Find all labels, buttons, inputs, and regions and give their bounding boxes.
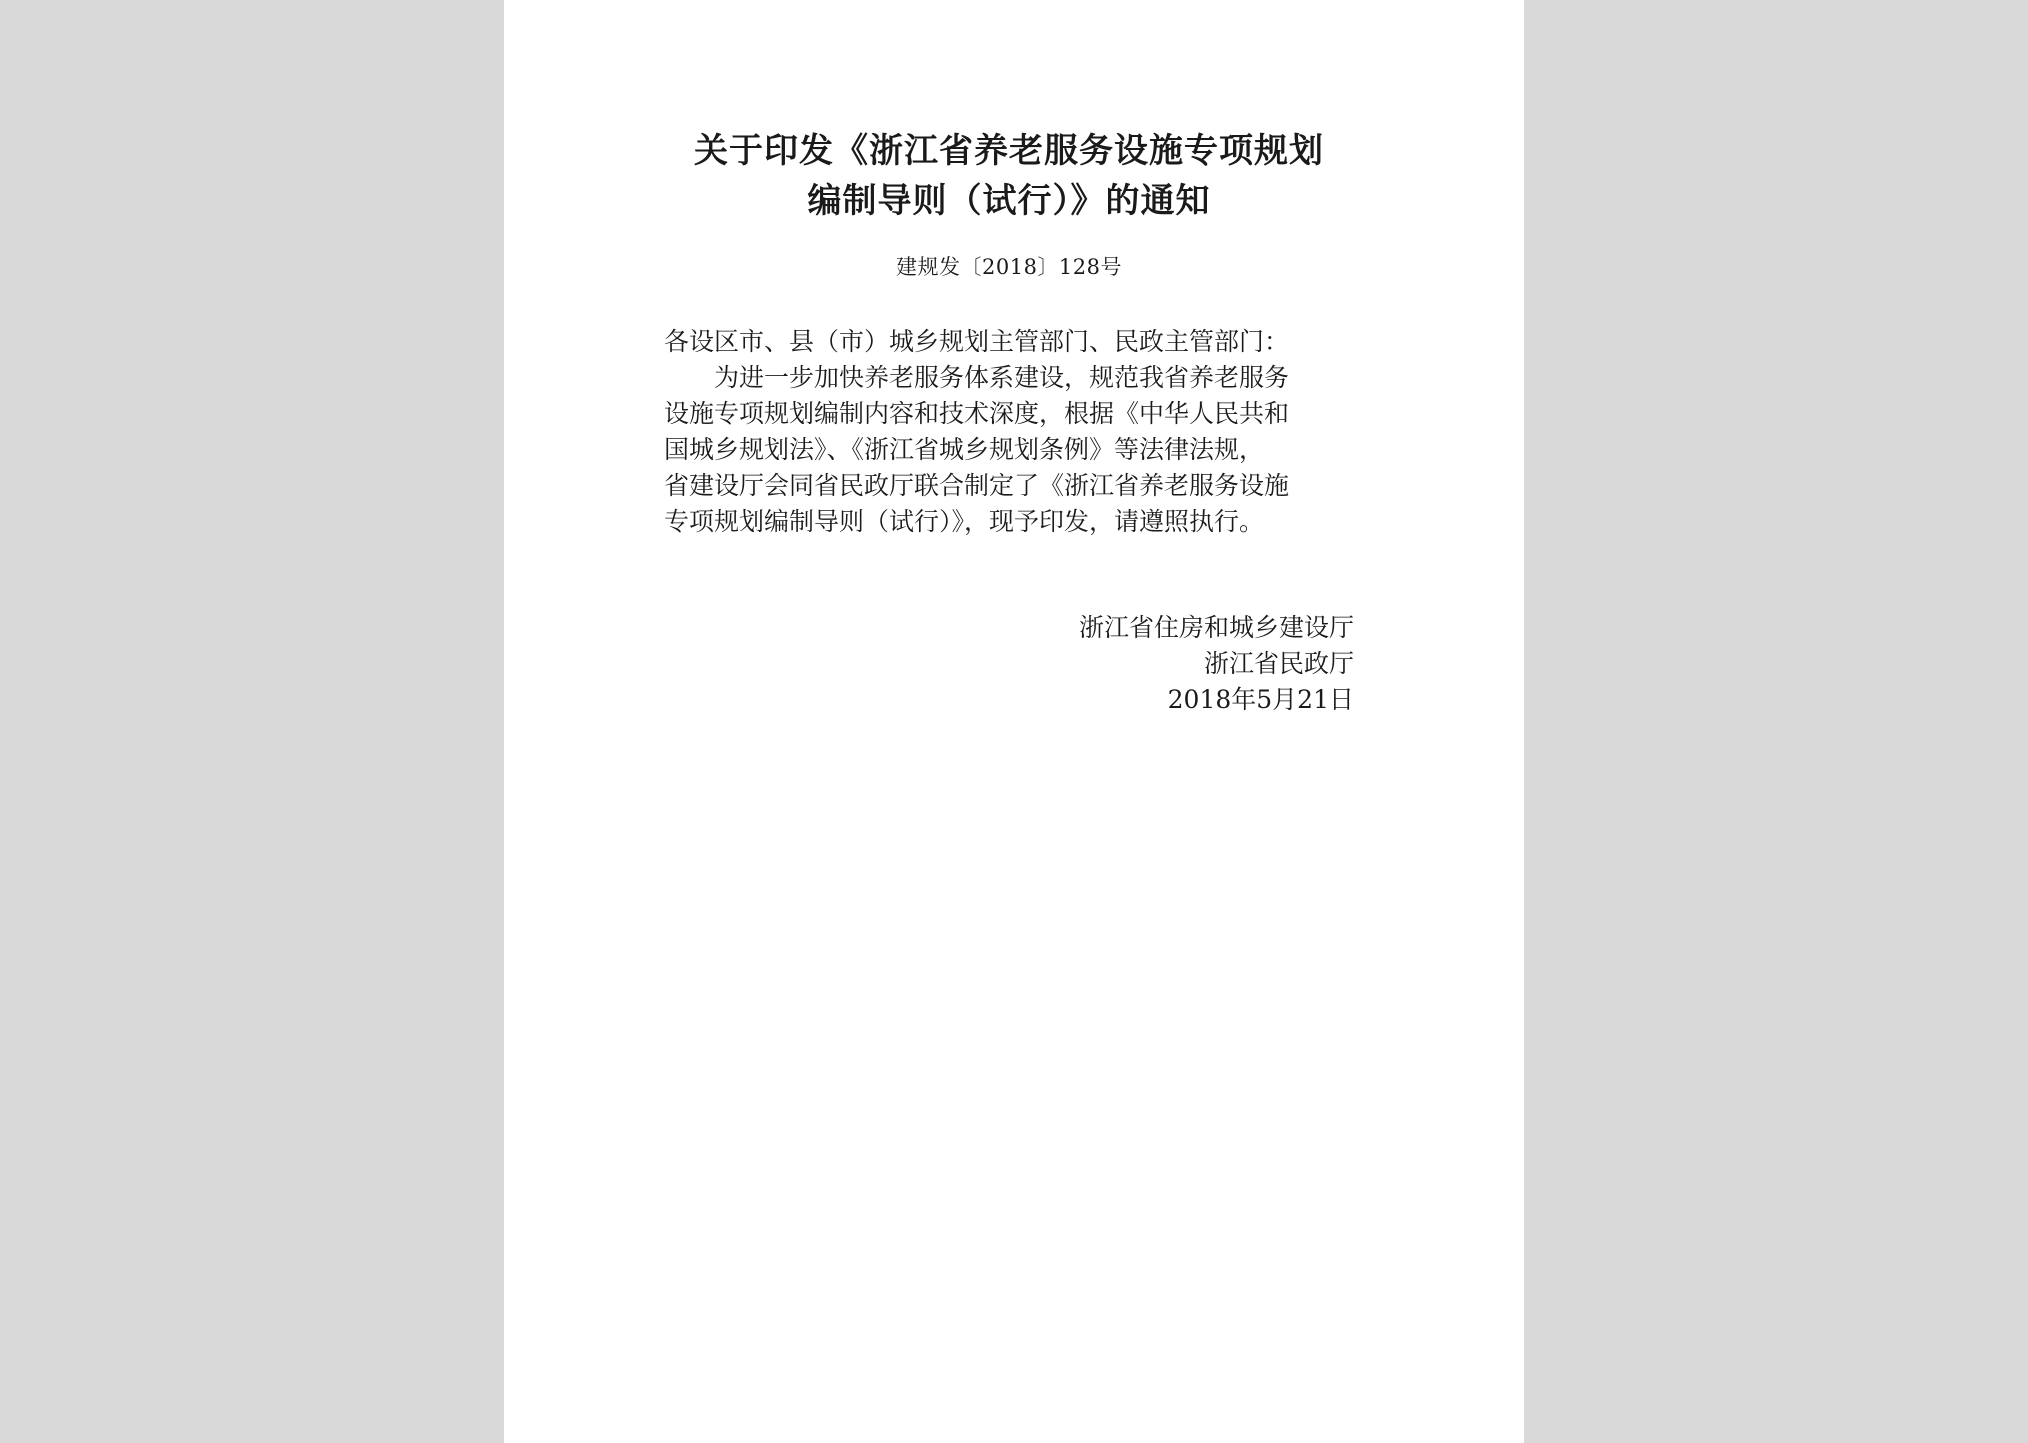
document-title [664,126,1354,226]
body-line-1: 为进一步加快养老服务体系建设，规范我省养老服务 [714,363,1290,392]
body-line-4: 省建设厅会同省民政厅联合制定了《浙江省养老服务设施 [664,471,1290,500]
signature-org-1: 浙江省住房和城乡建设厅 [1078,613,1354,642]
title-line-2: 编制导则（试行）》的通知 [807,181,1211,221]
body-line-2: 设施专项规划编制内容和技术深度，根据《中华人民共和 [664,399,1290,428]
salutation: 各设区市、县（市）城乡规划主管部门、民政主管部门： [664,327,1290,356]
title-line-1: 关于印发《浙江省养老服务设施专项规划 [694,131,1324,171]
body-line-5: 专项规划编制导则（试行）》，现予印发，请遵照执行。 [664,507,1265,536]
signature-org-2: 浙江省民政厅 [1203,649,1354,678]
document-number: 建规发〔2018〕128号 [895,255,1123,279]
document-content [664,126,1354,718]
body-line-3: 国城乡规划法》、《浙江省城乡规划条例》等法律法规， [664,435,1265,464]
body-paragraph [664,360,1354,540]
signature-date: 2018年5月21日 [1167,685,1354,714]
document-page [504,0,1524,1443]
signature-block [664,610,1354,718]
